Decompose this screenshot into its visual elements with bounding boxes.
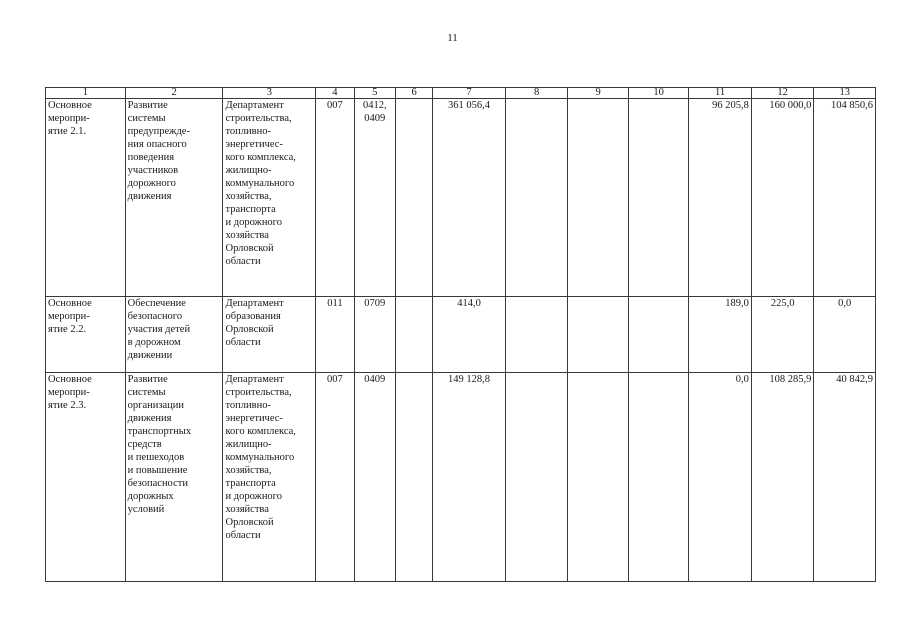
activity-name-cell: Развитие системы организации движения транспортных средств и пешеходов и повышение безопасности дорожных условий — [125, 373, 223, 582]
table-row — [46, 373, 876, 582]
column-header: 3 — [223, 88, 316, 99]
col5-cell: 0709 — [354, 297, 395, 373]
activity-name-cell: Развитие системы предупрежде- ния опасного поведения участников дорожного движения — [125, 99, 223, 297]
col13-cell: 40 842,9 — [814, 373, 876, 582]
col7-cell: 361 056,4 — [433, 99, 506, 297]
column-header: 7 — [433, 88, 506, 99]
column-header: 2 — [125, 88, 223, 99]
col10-cell — [628, 297, 689, 373]
responsible-cell: Департамент строительства, топливно- энергетичес- кого комплекса, жилищно- коммунального хозяйства, транспорта и дорожного хозяйства Орловской области — [223, 99, 316, 297]
column-header: 13 — [814, 88, 876, 99]
col5-cell: 0412, 0409 — [354, 99, 395, 297]
col7-cell: 414,0 — [433, 297, 506, 373]
col6-cell — [395, 373, 432, 582]
page-number: 11 — [447, 32, 458, 44]
col6-cell — [395, 99, 432, 297]
col4-cell: 007 — [316, 99, 354, 297]
column-header: 11 — [689, 88, 752, 99]
responsible-cell: Департамент строительства, топливно- энергетичес- кого комплекса, жилищно- коммунального хозяйства, транспорта и дорожного хозяйства Орловской области — [223, 373, 316, 582]
col5-cell: 0409 — [354, 373, 395, 582]
activity-name-cell: Обеспечение безопасного участия детей в дорожном движении — [125, 297, 223, 373]
col9-cell — [568, 297, 629, 373]
col6-cell — [395, 297, 432, 373]
col9-cell — [568, 373, 629, 582]
col8-cell — [505, 297, 568, 373]
table-row — [46, 297, 876, 373]
col10-cell — [628, 373, 689, 582]
col13-cell: 0,0 — [814, 297, 876, 373]
column-header: 1 — [46, 88, 126, 99]
col7-cell: 149 128,8 — [433, 373, 506, 582]
col8-cell — [505, 373, 568, 582]
column-header: 12 — [751, 88, 814, 99]
col4-cell: 007 — [316, 373, 354, 582]
col11-cell: 189,0 — [689, 297, 752, 373]
activity-code-cell: Основное меропри- ятие 2.1. — [46, 99, 126, 297]
col13-cell: 104 850,6 — [814, 99, 876, 297]
column-header: 9 — [568, 88, 629, 99]
header-row — [46, 88, 876, 99]
column-header: 10 — [628, 88, 689, 99]
column-header: 4 — [316, 88, 354, 99]
col9-cell — [568, 99, 629, 297]
col12-cell: 225,0 — [751, 297, 814, 373]
col4-cell: 011 — [316, 297, 354, 373]
responsible-cell: Департамент образования Орловской области — [223, 297, 316, 373]
col11-cell: 0,0 — [689, 373, 752, 582]
activity-code-cell: Основное меропри- ятие 2.2. — [46, 297, 126, 373]
col10-cell — [628, 99, 689, 297]
program-table — [45, 87, 876, 582]
col12-cell: 108 285,9 — [751, 373, 814, 582]
col8-cell — [505, 99, 568, 297]
column-header: 8 — [505, 88, 568, 99]
col12-cell: 160 000,0 — [751, 99, 814, 297]
column-header: 6 — [395, 88, 432, 99]
col11-cell: 96 205,8 — [689, 99, 752, 297]
activity-code-cell: Основное меропри- ятие 2.3. — [46, 373, 126, 582]
table-row — [46, 99, 876, 297]
column-header: 5 — [354, 88, 395, 99]
